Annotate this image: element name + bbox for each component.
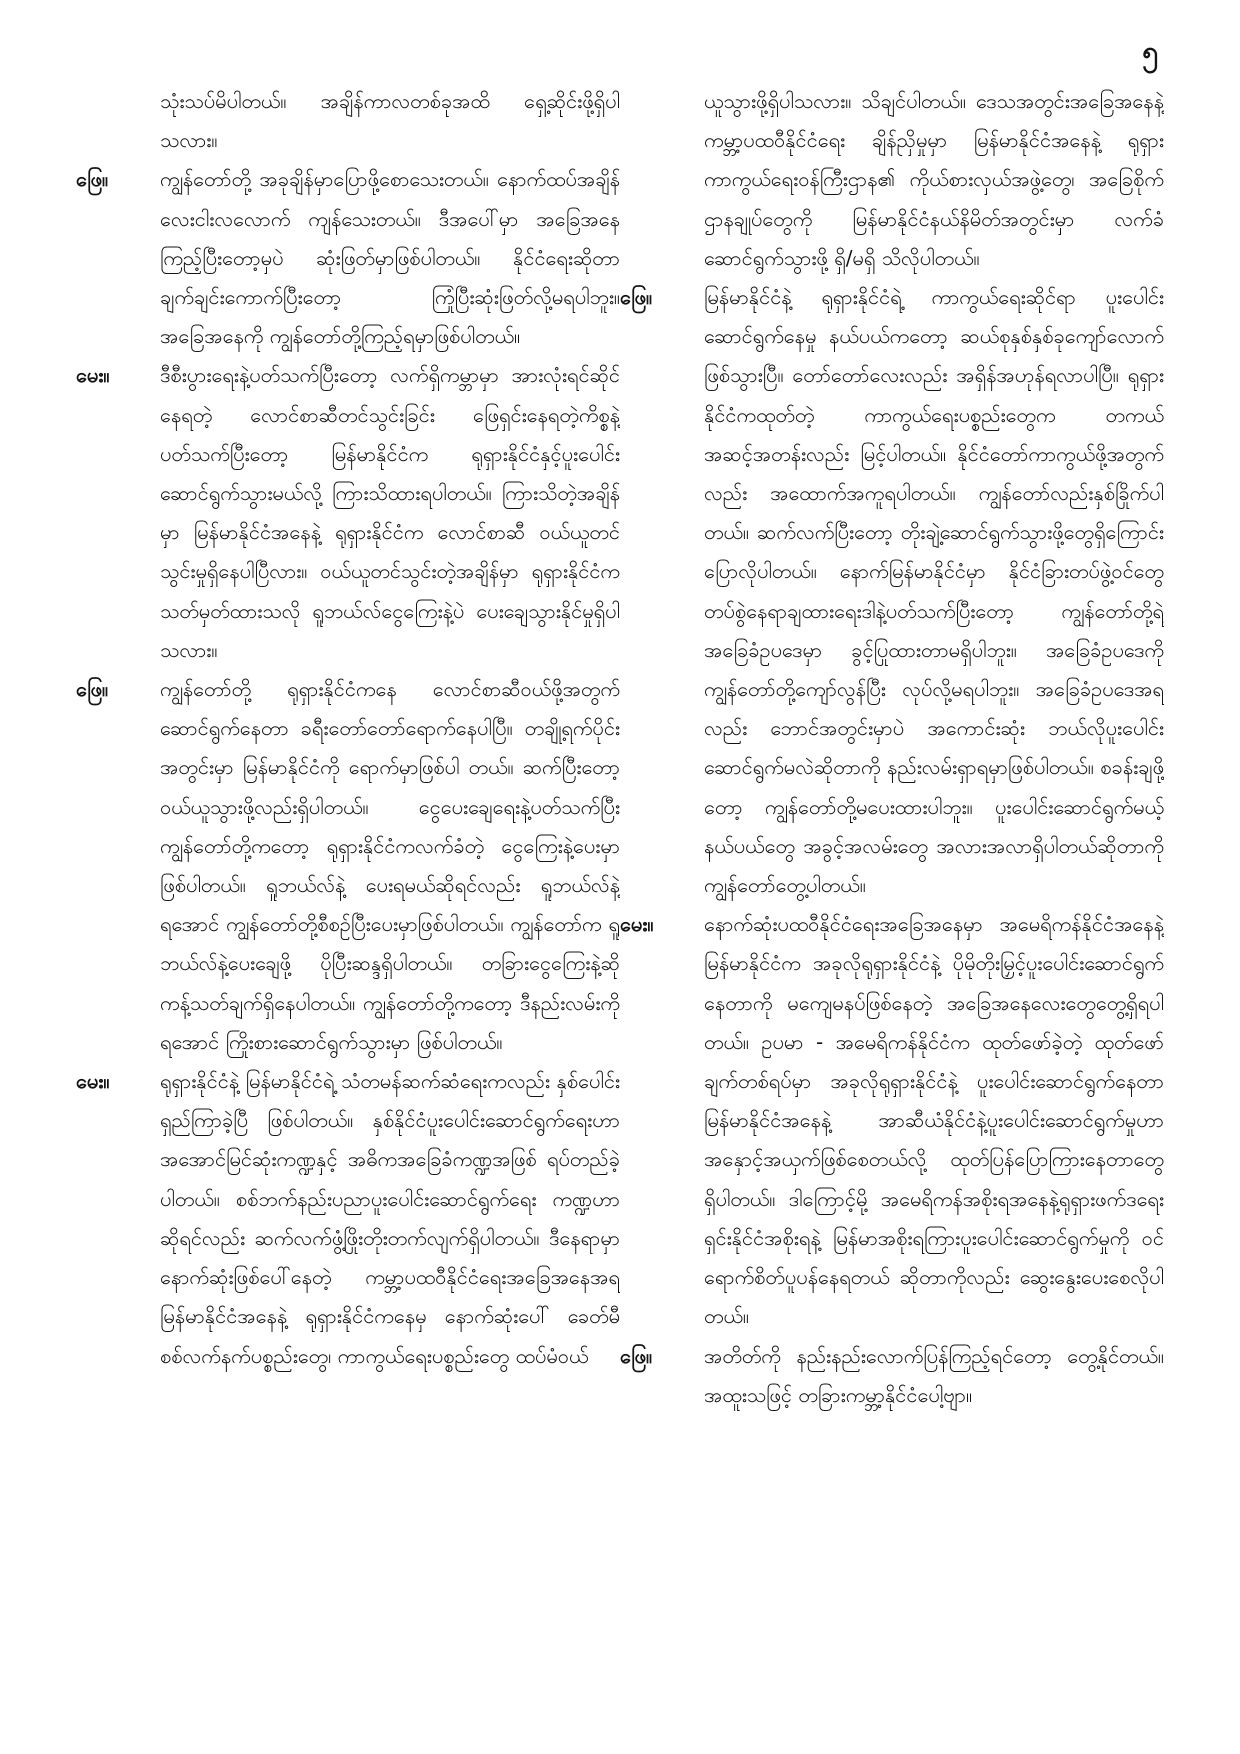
- left-entry-3: [76, 356, 620, 670]
- entry-text: ကျွန်တော်တို့ အခုချိန်မှာပြောဖို့စောသေးတယ်။ နောက်ထပ်အချိန် လေးငါးလလောက် ကျန်သေးတယ်။ ဒီအပေါ်မှာ အခြေအနေကြည့်ပြီးတော့မှပဲ ဆုံးဖြတ်မှာဖြစ်ပါတယ်။ နိုင်ငံရေးဆိုတာ ချက်ချင်းကောက်ပြီးတော့ ကြုံပြီးဆုံးဖြတ်လို့မရပါဘူး။ အခြေအနေကို ကျွန်တော်တို့ကြည့်ရမှာဖြစ်ပါတယ်။: [160, 167, 620, 349]
- speaker-label: ဖြေ။: [76, 677, 109, 702]
- entry-text: အတိတ်ကို နည်းနည်းလောက်ပြန်ကြည့်ရင်တော့ တွေ့နိုင်တယ်။ အထူးသဖြင့် တခြားကမ္ဘာ့နိုင်ငံပေါ့ဗျာ။: [704, 1343, 1164, 1407]
- speaker-label: မေး။: [76, 363, 110, 388]
- left-entry-1: [76, 82, 620, 160]
- speaker-label: မေး။: [620, 912, 654, 937]
- entry-text: ကျွန်တော်တို့ ရုရှားနိုင်ငံကနေ လောင်စာဆီဝယ်ဖို့အတွက် ဆောင်ရွက်နေတာ ခရီးတော်တော်ရောက်နေပါပြီ။ တချို့ရက်ပိုင်းအတွင်းမှာ မြန်မာနိုင်ငံကို ရောက်မှာဖြစ်ပါ တယ်။ ဆက်ပြီးတော့ ဝယ်ယူသွားဖို့လည်းရှိပါတယ်။ ငွေပေးချေရေးနဲ့ပတ်သက်ပြီး ကျွန်တော်တို့ကတော့ ရုရှားနိုင်ငံကလက်ခံတဲ့ ငွေကြေးနဲ့ပေးမှာဖြစ်ပါတယ်။ ရူဘယ်လ်နဲ့ ပေးရမယ်ဆိုရင်လည်း ရူဘယ်လ်နဲ့ရအောင် ကျွန်တော်တို့စီစဉ်ပြီးပေးမှာဖြစ်ပါတယ်။ ကျွန်တော်က ရူဘယ်လ်နဲ့ပေးချေဖို့ ပိုပြီးဆန္ဒရှိပါတယ်။ တခြားငွေကြေးနဲ့ဆို ကန့်သတ်ချက်ရှိနေပါတယ်။ ကျွန်တော်တို့ကတော့ ဒီနည်းလမ်းကိုရအောင် ကြိုးစားဆောင်ရွက်သွားမှာ ဖြစ်ပါတယ်။: [160, 677, 620, 1054]
- entry-text: ယူသွားဖို့ရှိပါသလား။ သိချင်ပါတယ်။ ဒေသအတွင်းအခြေအနေနဲ့ ကမ္ဘာ့ပထဝီနိုင်ငံရေး ချိန်ညှိမှုမှာ မြန်မာနိုင်ငံအနေနဲ့ ရုရှားကာကွယ်ရေးဝန်ကြီးဌာန၏ ကိုယ်စားလှယ်အဖွဲ့တွေ၊ အခြေစိုက်ဌာနချုပ်တွေကို မြန်မာနိုင်ငံနယ်နိမိတ်အတွင်းမှာ လက်ခံဆောင်ရွက်သွားဖို့ ရှိ/မရှိ သိလိုပါတယ်။: [704, 89, 1164, 270]
- speaker-label: ဖြေ။: [76, 167, 109, 192]
- entry-text: ရုရှားနိုင်ငံနဲ့ မြန်မာနိုင်ငံရဲ့ သံတမန်ဆက်ဆံရေးကလည်း နှစ်ပေါင်း ရှည်ကြာခဲ့ပြီ ဖြစ်ပါတယ်။ နှစ်နိုင်ငံပူးပေါင်းဆောင်ရွက်ရေးဟာ အအောင်မြင်ဆုံးကဏ္ဍနှင့် အဓိကအခြေခံကဏ္ဍအဖြစ် ရပ်တည်ခဲ့ပါတယ်။ စစ်ဘက်နည်းပညာပူးပေါင်းဆောင်ရွက်ရေး ကဏ္ဍဟာဆိုရင်လည်း ဆက်လက်ဖွံ့ဖြိုးတိုးတက်လျက်ရှိပါတယ်။ ဒီနေရာမှာ နောက်ဆုံးဖြစ်ပေါ်နေတဲ့ ကမ္ဘာ့ပထဝီနိုင်ငံရေးအခြေအနေအရ မြန်မာနိုင်ငံအနေနဲ့ ရုရှားနိုင်ငံကနေမှ နောက်ဆုံးပေါ် ခေတ်မီစစ်လက်နက်ပစ္စည်းတွေ၊ ကာကွယ်ရေးပစ္စည်းတွေ ထပ်မံဝယ်: [160, 1069, 620, 1368]
- page-number: ၅: [1142, 35, 1158, 68]
- right-entry-1: [620, 82, 1164, 278]
- speaker-label: ဖြေ။: [620, 285, 653, 310]
- right-entry-4: [620, 1337, 1164, 1415]
- entry-text: နောက်ဆုံးပထဝီနိုင်ငံရေးအခြေအနေမှာ အမေရိကန်နိုင်ငံအနေနဲ့ မြန်မာနိုင်ငံက အခုလိုရုရှားနိုင်ငံနဲ့ ပိုမိုတိုးမြှင့်ပူးပေါင်းဆောင်ရွက်နေတာကို မကျေမနပ်ဖြစ်နေတဲ့ အခြေအနေလေးတွေတွေ့ရှိရပါတယ်။ ဥပမာ - အမေရိကန်နိုင်ငံက ထုတ်ဖော်ခဲ့တဲ့ ထုတ်ဖော်ချက်တစ်ရပ်မှာ အခုလိုရုရှားနိုင်ငံနဲ့ ပူးပေါင်းဆောင်ရွက်နေတာ မြန်မာနိုင်ငံအနေနဲ့ အာဆီယံနိုင်ငံနဲ့ပူးပေါင်းဆောင်ရွက်မှုဟာ အနှောင့်အယှက်ဖြစ်စေတယ်လို့ ထုတ်ပြန်ပြောကြားနေတာတွေ ရှိပါတယ်။ ဒါကြောင့်မို့ အမေရိကန်အစိုးရအနေနဲ့ရုရှားဖက်ဒရေးရှင်းနိုင်ငံအစိုးရနဲ့ မြန်မာအစိုးရကြားပူးပေါင်းဆောင်ရွက်မှုကို ဝင်ရောက်စိတ်ပူပန်နေရတယ် ဆိုတာကိုလည်း ဆွေးနွေးပေးစေလိုပါတယ်။: [704, 912, 1164, 1329]
- entry-text: မြန်မာနိုင်ငံနဲ့ ရုရှားနိုင်ငံရဲ့ ကာကွယ်ရေးဆိုင်ရာ ပူးပေါင်းဆောင်ရွက်နေမှု နယ်ပယ်ကတော့ ဆယ်စုနှစ်နှစ်ခုကျော်လောက်ဖြစ်သွားပြီ။ တော်တော်လေးလည်း အရှိန်အဟုန်ရလာပါပြီ။ ရုရှားနိုင်ငံကထုတ်တဲ့ ကာကွယ်ရေးပစ္စည်းတွေက တကယ်အဆင့်အတန်းလည်း မြင့်ပါတယ်။ နိုင်ငံတော်ကာကွယ်ဖို့အတွက်လည်း အထောက်အကူရပါတယ်။ ကျွန်တော်လည်းနှစ်ခြိုက်ပါတယ်။ ဆက်လက်ပြီးတော့ တိုးချဲ့ဆောင်ရွက်သွားဖို့တွေရှိကြောင်း ပြောလိုပါတယ်။ နောက်မြန်မာနိုင်ငံမှာ နိုင်ငံခြားတပ်ဖွဲ့ဝင်တွေ တပ်စွဲနေရာချထားရေးဒါနဲ့ပတ်သက်ပြီးတော့ ကျွန်တော်တို့ရဲ့ အခြေခံဥပဒေမှာ ခွင့်ပြုထားတာမရှိပါဘူး။ အခြေခံဥပဒေကို ကျွန်တော်တို့ကျော်လွန်ပြီး လုပ်လို့မရပါဘူး။ အခြေခံဥပဒေအရလည်း ဘောင်အတွင်းမှာပဲ အကောင်းဆုံး ဘယ်လိုပူးပေါင်းဆောင်ရွက်မလဲဆိုတာကို နည်းလမ်းရှာရမှာဖြစ်ပါတယ်။ စခန်းချဖို့တော့ ကျွန်တော်တို့မပေးထားပါဘူး။ ပူးပေါင်းဆောင်ရွက်မယ့် နယ်ပယ်တွေ အခွင့်အလမ်းတွေ အလားအလာရှိပါတယ်ဆိုတာကို ကျွန်တော်တွေ့ပါတယ်။: [704, 285, 1164, 898]
- left-entry-2: [76, 160, 620, 356]
- speaker-label: မေး။: [76, 1069, 110, 1094]
- entry-text: သုံးသပ်မိပါတယ်။ အချိန်ကာလတစ်ခုအထိ ရှေ့ဆိုင်းဖို့ရှိပါသလား။: [160, 89, 620, 153]
- speaker-label: ဖြေ။: [620, 1343, 653, 1368]
- left-entry-5: [76, 1062, 620, 1376]
- entry-text: ဒီစီးပွားရေးနဲ့ပတ်သက်ပြီးတော့ လက်ရှိကမ္ဘာမှာ အားလုံးရင်ဆိုင်နေရတဲ့ လောင်စာဆီတင်သွင်းခြင်း ဖြေရှင်းနေရတဲ့ကိစ္စနဲ့ ပတ်သက်ပြီးတော့ မြန်မာနိုင်ငံက ရုရှားနိုင်ငံနှင့်ပူးပေါင်းဆောင်ရွက်သွားမယ်လို့ ကြားသိထားရပါတယ်။ ကြားသိတဲ့အချိန်မှာ မြန်မာနိုင်ငံအနေနဲ့ ရုရှားနိုင်ငံက လောင်စာဆီ ဝယ်ယူတင်သွင်းမှုရှိနေပါပြီလား။ ဝယ်ယူတင်သွင်းတဲ့အချိန်မှာ ရုရှားနိုင်ငံက သတ်မှတ်ထားသလို ရူဘယ်လ်ငွေကြေးနဲ့ပဲ ပေးချေသွားနိုင်မှုရှိပါသလား။: [160, 363, 620, 662]
- right-column: [620, 82, 1164, 1702]
- left-entry-4: [76, 670, 620, 1062]
- right-entry-3: [620, 905, 1164, 1336]
- right-entry-2: [620, 278, 1164, 905]
- left-column: [76, 82, 620, 1702]
